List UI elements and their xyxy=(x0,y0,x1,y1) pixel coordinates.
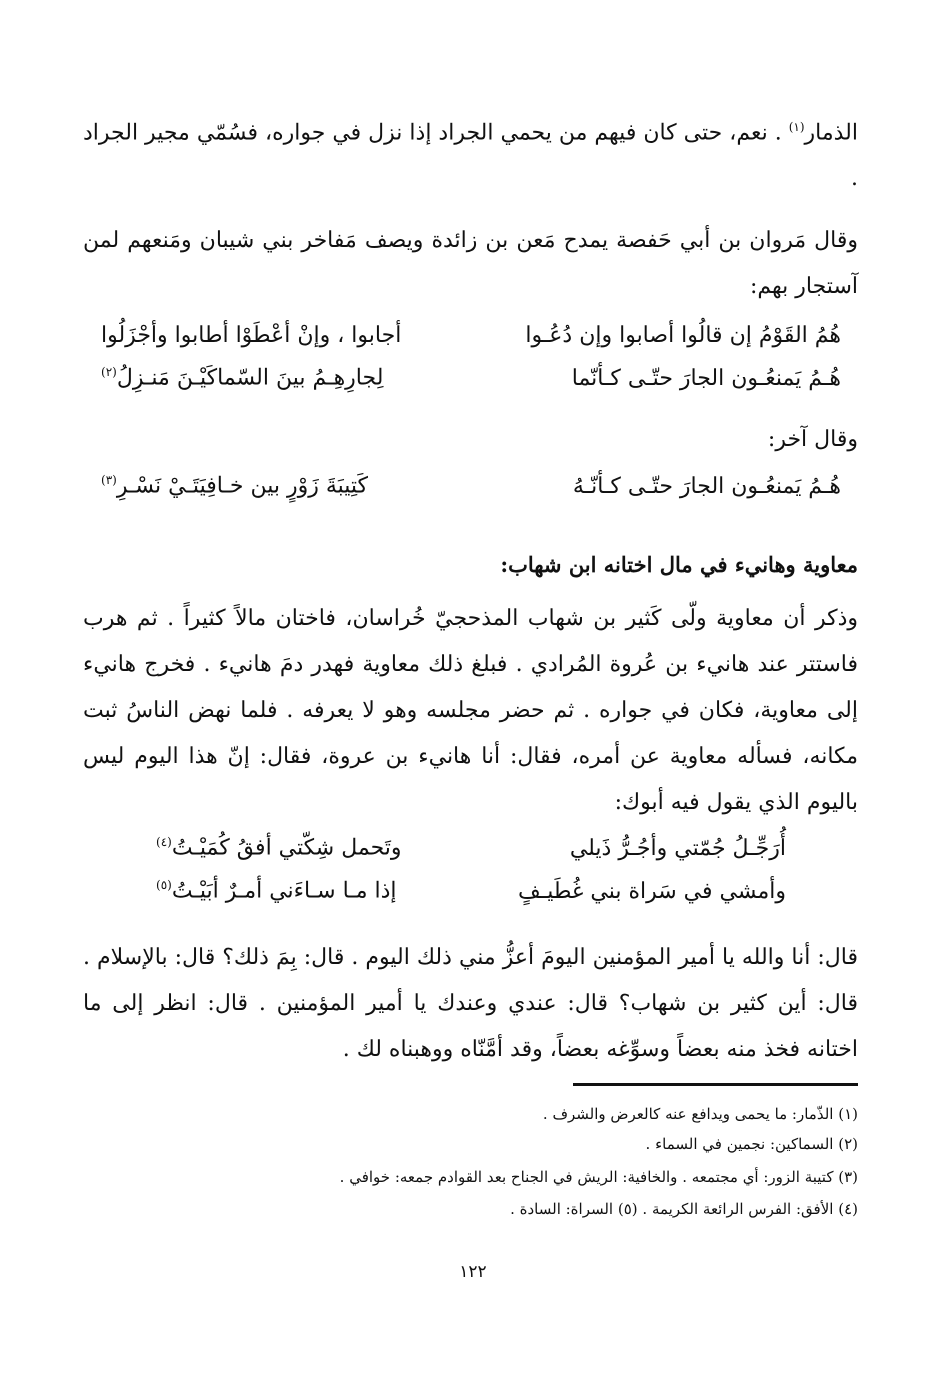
para-text: قال: أنا والله يا أمير المؤمنين اليومَ أعزُّ مني ذلك اليوم . قال: بِمَ ذلك؟ قال: بالإسلام . قال: أين كثير بن شهاب؟ قال: عندي وعندك يا أمير المؤمنين . قال: انظر إلى ما اختانه فخذ منه بعضاً وسوِّغه بعضاً، وقد أمَّنّاه ووهبناه لك . xyxy=(83,945,858,1062)
verse-hemistich-second xyxy=(156,878,397,903)
verse-hemistich-second xyxy=(101,365,383,390)
footnote-4-5: (٤) الأفق: الفرس الرائعة الكريمة . (٥) السراة: السادة . xyxy=(510,1200,858,1218)
para-text: وقال مَروان بن أبي حَفصة يمدح مَعن بن زائدة ويصف مَفاخر بني شيبان ومَنعهم لمن آستجار بهم: xyxy=(83,228,858,299)
verse-hemistich-first: هُـمُ يَمنعُـون الجارَ حتّـى كـأنّـهُ xyxy=(572,473,841,499)
footnote-1: (١) الذّمار: ما يحمى ويدافع عنه كالعرض والشرف . xyxy=(542,1105,858,1123)
verse-hemistich-first: أُرَجِّـلُ جُمّتي وأجُـرُّ ذَيلي xyxy=(569,835,786,861)
footnote-marker: (٢) xyxy=(101,365,117,380)
heading-text: معاوية وهانيء في مال اختانه ابن شهاب: xyxy=(500,552,858,577)
paragraph-hani-reply xyxy=(83,935,858,1073)
para-text: وذكر أن معاوية ولّى كَثير بن شهاب المذحجيّ خُراسان، فاختان مالاً كثيراً . ثم هرب فاستتر عند هانيء بن عُروة المُرادي . فبلغ ذلك معاوية فهدر دمَ هانيء . فخرج هانيء إلى معاوية، فكان في جواره . ثم حضر مجلسه وهو لا يعرفه . فلما نهض الناسُ ثبت مكانه، فسأله معاوية عن أمره، فقال: أنا هانيء بن عروة، فقال: إنّ هذا اليوم ليس باليوم الذي يقول فيه أبوك: xyxy=(83,606,858,815)
section-heading xyxy=(83,542,858,588)
verse-hemistich-first: هُمُ القَوْمُ إن قالُوا أصابوا وإن دُعُـوا xyxy=(525,322,841,348)
para-text: الذمار xyxy=(804,120,858,146)
verse-text: كَتِيبَةَ زَوْرٍ بين خـافِيَتَـيْ نَسْـرِ xyxy=(116,473,369,499)
footnote-marker: (١) xyxy=(788,120,805,134)
paragraph-another-poet xyxy=(83,417,858,463)
verse-hemistich-first: هُـمُ يَمنعُـون الجارَ حتّـى كـأنّما xyxy=(571,365,841,391)
verse-hemistich-first: وأمشي في سَراة بني غُطَيـفٍ xyxy=(517,878,786,904)
para-text: . نعم، حتى كان فيهم من يحمي الجراد إذا نزل في جواره، فسُمّي مجير الجراد . xyxy=(83,120,858,192)
verse-hemistich-second: أجابوا ، وإنْ أعْطَوْا أطابوا وأجْزَلُوا xyxy=(101,322,402,348)
paragraph-ad-dhimar xyxy=(83,104,858,202)
verse-text: إذا مـا سـاءَني أمـرٌ أبَيْـتُ xyxy=(171,878,397,904)
page-number: ١٢٢ xyxy=(459,1262,487,1282)
verse-line-5 xyxy=(156,868,786,914)
footnote-marker: (٤) xyxy=(156,835,172,850)
verse-line-2 xyxy=(101,355,841,401)
verse-hemistich-second xyxy=(156,835,402,860)
verse-line-1 xyxy=(101,312,841,358)
footnote-marker: (٣) xyxy=(101,473,117,488)
footnote-divider xyxy=(573,1083,858,1086)
verse-text: لِجارِهِـمُ بينَ السّماكَيْـنَ مَنـزِلُ xyxy=(116,365,384,391)
footnote-3: (٣) كتيبة الزور: أي مجتمعه . والخافية: الريش في الجناح بعد القوادم جمعه: خوافي . xyxy=(339,1168,858,1186)
verse-line-3 xyxy=(101,463,841,509)
footnote-marker: (٥) xyxy=(156,878,172,893)
paragraph-marwan xyxy=(83,218,858,310)
verse-hemistich-second xyxy=(101,473,368,498)
paragraph-muawiya xyxy=(83,596,858,826)
verse-text: وتَحمل شِكّتي أفقُ كُمَيْـتُ xyxy=(171,835,402,861)
verse-line-4 xyxy=(156,825,786,871)
footnote-2: (٢) السماكين: نجمين في السماء . xyxy=(645,1135,858,1153)
para-text: وقال آخر: xyxy=(767,427,858,452)
